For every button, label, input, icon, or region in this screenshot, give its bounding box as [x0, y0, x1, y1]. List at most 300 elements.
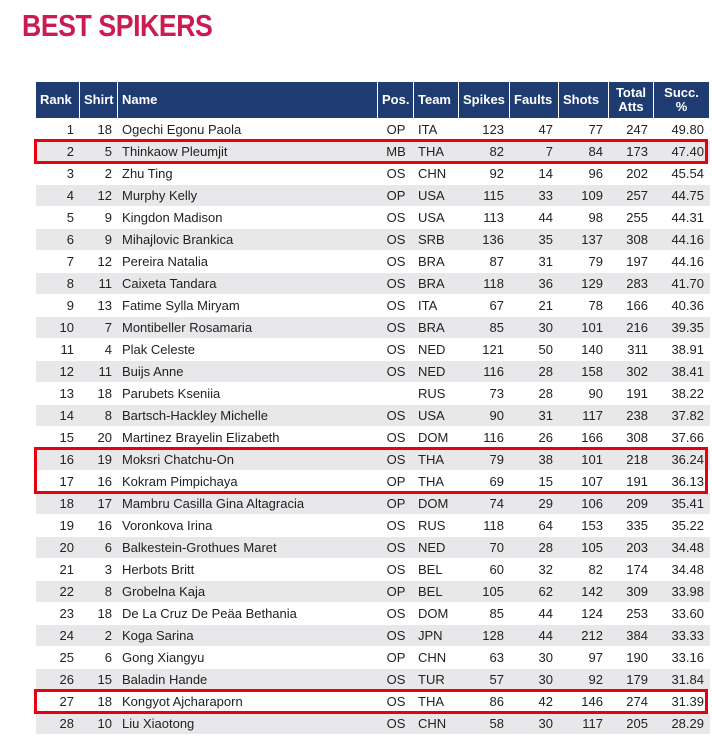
cell-spikes: 63: [459, 646, 510, 668]
cell-total-atts: 216: [609, 316, 654, 338]
cell-name: Kingdon Madison: [118, 206, 378, 228]
cell-success-percent: 36.13: [654, 470, 710, 492]
cell-position: OS: [378, 426, 414, 448]
cell-success-percent: 38.22: [654, 382, 710, 404]
succ-label: Succ.: [664, 85, 699, 100]
cell-shots: 117: [559, 712, 609, 734]
cell-success-percent: 28.29: [654, 712, 710, 734]
cell-shirt: 20: [80, 426, 118, 448]
cell-success-percent: 45.54: [654, 162, 710, 184]
cell-shirt: 18: [80, 602, 118, 624]
cell-position: OS: [378, 360, 414, 382]
cell-team: BEL: [414, 580, 459, 602]
cell-rank: 2: [36, 140, 80, 162]
cell-total-atts: 174: [609, 558, 654, 580]
page-title: BEST SPIKERS: [22, 8, 213, 43]
cell-position: OP: [378, 118, 414, 140]
cell-position: OP: [378, 580, 414, 602]
cell-faults: 64: [510, 514, 559, 536]
cell-shots: 106: [559, 492, 609, 514]
cell-faults: 14: [510, 162, 559, 184]
cell-shots: 166: [559, 426, 609, 448]
cell-name: Parubets Kseniia: [118, 382, 378, 404]
cell-shirt: 2: [80, 624, 118, 646]
cell-spikes: 87: [459, 250, 510, 272]
table-row: [36, 360, 710, 382]
cell-shots: 105: [559, 536, 609, 558]
cell-name: Ogechi Egonu Paola: [118, 118, 378, 140]
cell-name: Kongyot Ajcharaporn: [118, 690, 378, 712]
cell-shots: 84: [559, 140, 609, 162]
cell-total-atts: 274: [609, 690, 654, 712]
cell-name: Herbots Britt: [118, 558, 378, 580]
table-row: [36, 316, 710, 338]
cell-team: CHN: [414, 646, 459, 668]
cell-total-atts: 308: [609, 426, 654, 448]
cell-shots: 137: [559, 228, 609, 250]
cell-position: OS: [378, 294, 414, 316]
cell-position: OS: [378, 162, 414, 184]
cell-shirt: 19: [80, 448, 118, 470]
cell-success-percent: 38.41: [654, 360, 710, 382]
cell-success-percent: 31.39: [654, 690, 710, 712]
cell-team: ITA: [414, 294, 459, 316]
cell-faults: 28: [510, 382, 559, 404]
table-row: [36, 382, 710, 404]
cell-shirt: 7: [80, 316, 118, 338]
cell-shirt: 6: [80, 646, 118, 668]
cell-rank: 22: [36, 580, 80, 602]
cell-success-percent: 31.84: [654, 668, 710, 690]
cell-faults: 26: [510, 426, 559, 448]
cell-success-percent: 33.33: [654, 624, 710, 646]
cell-rank: 5: [36, 206, 80, 228]
cell-success-percent: 37.82: [654, 404, 710, 426]
cell-spikes: 113: [459, 206, 510, 228]
cell-spikes: 67: [459, 294, 510, 316]
col-header-shirt[interactable]: Shirt: [80, 82, 118, 118]
cell-position: OS: [378, 602, 414, 624]
cell-spikes: 136: [459, 228, 510, 250]
cell-spikes: 118: [459, 514, 510, 536]
cell-faults: 31: [510, 250, 559, 272]
cell-rank: 23: [36, 602, 80, 624]
cell-team: SRB: [414, 228, 459, 250]
cell-shirt: 8: [80, 580, 118, 602]
table-row: [36, 602, 710, 624]
cell-position: MB: [378, 140, 414, 162]
table-row: [36, 118, 710, 140]
cell-rank: 8: [36, 272, 80, 294]
cell-spikes: 92: [459, 162, 510, 184]
cell-shots: 101: [559, 316, 609, 338]
table-header-row: [36, 82, 710, 118]
table-row: [36, 712, 710, 734]
cell-total-atts: 257: [609, 184, 654, 206]
cell-shots: 146: [559, 690, 609, 712]
cell-spikes: 128: [459, 624, 510, 646]
cell-name: Mambru Casilla Gina Altagracia: [118, 492, 378, 514]
cell-faults: 30: [510, 668, 559, 690]
cell-total-atts: 166: [609, 294, 654, 316]
cell-name: Mihajlovic Brankica: [118, 228, 378, 250]
cell-shirt: 18: [80, 118, 118, 140]
cell-shots: 109: [559, 184, 609, 206]
cell-total-atts: 203: [609, 536, 654, 558]
table-row: [36, 404, 710, 426]
cell-spikes: 86: [459, 690, 510, 712]
cell-shirt: 13: [80, 294, 118, 316]
cell-team: USA: [414, 184, 459, 206]
cell-shots: 90: [559, 382, 609, 404]
cell-spikes: 121: [459, 338, 510, 360]
cell-total-atts: 191: [609, 382, 654, 404]
cell-shots: 129: [559, 272, 609, 294]
cell-shots: 96: [559, 162, 609, 184]
table-row: [36, 514, 710, 536]
cell-position: OS: [378, 206, 414, 228]
cell-success-percent: 35.22: [654, 514, 710, 536]
cell-name: Kokram Pimpichaya: [118, 470, 378, 492]
table-row: [36, 624, 710, 646]
table-row: [36, 426, 710, 448]
col-header-name[interactable]: Name: [118, 82, 378, 118]
cell-name: Baladin Hande: [118, 668, 378, 690]
cell-rank: 7: [36, 250, 80, 272]
cell-faults: 44: [510, 602, 559, 624]
table-row: [36, 580, 710, 602]
cell-shirt: 12: [80, 250, 118, 272]
cell-shirt: 8: [80, 404, 118, 426]
cell-spikes: 79: [459, 448, 510, 470]
cell-rank: 20: [36, 536, 80, 558]
cell-success-percent: 44.16: [654, 250, 710, 272]
cell-shots: 78: [559, 294, 609, 316]
cell-faults: 33: [510, 184, 559, 206]
cell-spikes: 82: [459, 140, 510, 162]
cell-total-atts: 179: [609, 668, 654, 690]
table-row: [36, 294, 710, 316]
cell-faults: 30: [510, 712, 559, 734]
cell-total-atts: 309: [609, 580, 654, 602]
cell-team: DOM: [414, 602, 459, 624]
atts-label: Atts: [618, 99, 644, 114]
cell-rank: 26: [36, 668, 80, 690]
cell-spikes: 58: [459, 712, 510, 734]
cell-faults: 35: [510, 228, 559, 250]
table-row: [36, 690, 710, 712]
col-header-shots[interactable]: Shots: [559, 82, 609, 118]
cell-success-percent: 44.31: [654, 206, 710, 228]
cell-total-atts: 197: [609, 250, 654, 272]
cell-team: NED: [414, 360, 459, 382]
cell-team: DOM: [414, 426, 459, 448]
cell-team: BRA: [414, 272, 459, 294]
cell-success-percent: 39.35: [654, 316, 710, 338]
cell-success-percent: 44.75: [654, 184, 710, 206]
cell-position: OS: [378, 404, 414, 426]
table-row: [36, 448, 710, 470]
cell-team: BEL: [414, 558, 459, 580]
cell-shirt: 2: [80, 162, 118, 184]
cell-position: OS: [378, 558, 414, 580]
cell-name: Grobelna Kaja: [118, 580, 378, 602]
cell-total-atts: 335: [609, 514, 654, 536]
cell-team: CHN: [414, 162, 459, 184]
cell-rank: 11: [36, 338, 80, 360]
cell-position: OS: [378, 712, 414, 734]
cell-position: OS: [378, 228, 414, 250]
cell-position: OP: [378, 492, 414, 514]
cell-spikes: 105: [459, 580, 510, 602]
cell-team: RUS: [414, 514, 459, 536]
cell-name: Buijs Anne: [118, 360, 378, 382]
cell-rank: 24: [36, 624, 80, 646]
cell-team: BRA: [414, 250, 459, 272]
col-header-faults[interactable]: Faults: [510, 82, 559, 118]
cell-shots: 82: [559, 558, 609, 580]
cell-faults: 31: [510, 404, 559, 426]
total-label: Total: [615, 85, 647, 100]
cell-shirt: 11: [80, 360, 118, 382]
cell-success-percent: 36.24: [654, 448, 710, 470]
cell-name: Moksri Chatchu-On: [118, 448, 378, 470]
cell-shirt: 9: [80, 206, 118, 228]
cell-shirt: 17: [80, 492, 118, 514]
cell-success-percent: 40.36: [654, 294, 710, 316]
cell-position: OP: [378, 184, 414, 206]
cell-faults: 50: [510, 338, 559, 360]
cell-rank: 16: [36, 448, 80, 470]
best-spikers-table: [36, 82, 710, 734]
cell-total-atts: 302: [609, 360, 654, 382]
col-header-rank[interactable]: Rank: [36, 82, 80, 118]
cell-rank: 19: [36, 514, 80, 536]
cell-total-atts: 202: [609, 162, 654, 184]
cell-spikes: 85: [459, 602, 510, 624]
cell-name: Gong Xiangyu: [118, 646, 378, 668]
cell-position: OS: [378, 448, 414, 470]
cell-rank: 1: [36, 118, 80, 140]
cell-faults: 62: [510, 580, 559, 602]
cell-shirt: 18: [80, 382, 118, 404]
cell-spikes: 70: [459, 536, 510, 558]
cell-team: NED: [414, 536, 459, 558]
col-header-spikes[interactable]: Spikes: [459, 82, 510, 118]
cell-spikes: 57: [459, 668, 510, 690]
cell-spikes: 90: [459, 404, 510, 426]
cell-shots: 77: [559, 118, 609, 140]
cell-team: BRA: [414, 316, 459, 338]
cell-position: OP: [378, 646, 414, 668]
table-row: [36, 228, 710, 250]
table-row: [36, 272, 710, 294]
cell-rank: 28: [36, 712, 80, 734]
cell-shirt: 11: [80, 272, 118, 294]
cell-faults: 42: [510, 690, 559, 712]
cell-team: DOM: [414, 492, 459, 514]
cell-shots: 92: [559, 668, 609, 690]
cell-total-atts: 255: [609, 206, 654, 228]
cell-shirt: 12: [80, 184, 118, 206]
cell-success-percent: 38.91: [654, 338, 710, 360]
table-row: [36, 470, 710, 492]
cell-shirt: 4: [80, 338, 118, 360]
cell-total-atts: 253: [609, 602, 654, 624]
cell-name: De La Cruz De Peäa Bethania: [118, 602, 378, 624]
cell-success-percent: 33.98: [654, 580, 710, 602]
cell-rank: 18: [36, 492, 80, 514]
cell-rank: 10: [36, 316, 80, 338]
table-row: [36, 206, 710, 228]
table-row: [36, 140, 710, 162]
cell-name: Bartsch-Hackley Michelle: [118, 404, 378, 426]
table-row: [36, 536, 710, 558]
table-row: [36, 184, 710, 206]
cell-faults: 44: [510, 206, 559, 228]
cell-total-atts: 308: [609, 228, 654, 250]
col-header-success[interactable]: [654, 82, 710, 118]
cell-shots: 107: [559, 470, 609, 492]
cell-name: Caixeta Tandara: [118, 272, 378, 294]
cell-success-percent: 44.16: [654, 228, 710, 250]
cell-faults: 32: [510, 558, 559, 580]
cell-success-percent: 37.66: [654, 426, 710, 448]
cell-success-percent: 49.80: [654, 118, 710, 140]
cell-position: OS: [378, 272, 414, 294]
cell-shirt: 16: [80, 514, 118, 536]
cell-name: Thinkaow Pleumjit: [118, 140, 378, 162]
cell-team: THA: [414, 690, 459, 712]
cell-shirt: 9: [80, 228, 118, 250]
cell-faults: 30: [510, 316, 559, 338]
cell-position: OS: [378, 690, 414, 712]
cell-rank: 6: [36, 228, 80, 250]
cell-shots: 158: [559, 360, 609, 382]
cell-spikes: 116: [459, 426, 510, 448]
cell-success-percent: 34.48: [654, 536, 710, 558]
cell-position: OS: [378, 624, 414, 646]
cell-team: ITA: [414, 118, 459, 140]
cell-faults: 15: [510, 470, 559, 492]
cell-team: THA: [414, 470, 459, 492]
cell-name: Liu Xiaotong: [118, 712, 378, 734]
cell-total-atts: 205: [609, 712, 654, 734]
cell-rank: 17: [36, 470, 80, 492]
cell-position: OS: [378, 514, 414, 536]
cell-success-percent: 33.60: [654, 602, 710, 624]
cell-success-percent: 35.41: [654, 492, 710, 514]
cell-shirt: 6: [80, 536, 118, 558]
cell-faults: 28: [510, 536, 559, 558]
cell-total-atts: 209: [609, 492, 654, 514]
cell-rank: 9: [36, 294, 80, 316]
cell-rank: 13: [36, 382, 80, 404]
cell-faults: 47: [510, 118, 559, 140]
table-row: [36, 162, 710, 184]
cell-rank: 21: [36, 558, 80, 580]
cell-name: Voronkova Irina: [118, 514, 378, 536]
cell-rank: 15: [36, 426, 80, 448]
cell-total-atts: 384: [609, 624, 654, 646]
cell-team: THA: [414, 448, 459, 470]
cell-position: OS: [378, 536, 414, 558]
cell-faults: 38: [510, 448, 559, 470]
cell-team: TUR: [414, 668, 459, 690]
cell-spikes: 85: [459, 316, 510, 338]
cell-spikes: 116: [459, 360, 510, 382]
cell-rank: 14: [36, 404, 80, 426]
cell-name: Murphy Kelly: [118, 184, 378, 206]
percent-label: %: [675, 99, 688, 114]
table-row: [36, 558, 710, 580]
table-row: [36, 646, 710, 668]
cell-total-atts: 190: [609, 646, 654, 668]
cell-faults: 30: [510, 646, 559, 668]
cell-rank: 12: [36, 360, 80, 382]
cell-shirt: 5: [80, 140, 118, 162]
cell-shots: 140: [559, 338, 609, 360]
cell-name: Balkestein-Grothues Maret: [118, 536, 378, 558]
cell-faults: 28: [510, 360, 559, 382]
cell-shots: 97: [559, 646, 609, 668]
cell-shots: 117: [559, 404, 609, 426]
cell-shots: 142: [559, 580, 609, 602]
table-body: [36, 118, 710, 734]
table-row: [36, 338, 710, 360]
cell-spikes: 115: [459, 184, 510, 206]
cell-faults: 36: [510, 272, 559, 294]
cell-rank: 25: [36, 646, 80, 668]
cell-rank: 27: [36, 690, 80, 712]
cell-spikes: 118: [459, 272, 510, 294]
cell-team: CHN: [414, 712, 459, 734]
cell-shots: 212: [559, 624, 609, 646]
cell-rank: 4: [36, 184, 80, 206]
cell-success-percent: 47.40: [654, 140, 710, 162]
cell-team: USA: [414, 206, 459, 228]
cell-position: [378, 382, 414, 404]
cell-shots: 79: [559, 250, 609, 272]
cell-total-atts: 311: [609, 338, 654, 360]
col-header-team[interactable]: Team: [414, 82, 459, 118]
table-row: [36, 492, 710, 514]
cell-spikes: 73: [459, 382, 510, 404]
cell-name: Martinez Brayelin Elizabeth: [118, 426, 378, 448]
cell-faults: 21: [510, 294, 559, 316]
col-header-pos[interactable]: Pos.: [378, 82, 414, 118]
cell-faults: 29: [510, 492, 559, 514]
cell-position: OS: [378, 338, 414, 360]
cell-shirt: 18: [80, 690, 118, 712]
cell-shirt: 16: [80, 470, 118, 492]
cell-faults: 7: [510, 140, 559, 162]
cell-team: NED: [414, 338, 459, 360]
cell-team: THA: [414, 140, 459, 162]
cell-shots: 98: [559, 206, 609, 228]
cell-name: Fatime Sylla Miryam: [118, 294, 378, 316]
cell-success-percent: 33.16: [654, 646, 710, 668]
cell-position: OS: [378, 668, 414, 690]
cell-name: Zhu Ting: [118, 162, 378, 184]
cell-spikes: 74: [459, 492, 510, 514]
cell-total-atts: 218: [609, 448, 654, 470]
cell-spikes: 60: [459, 558, 510, 580]
col-header-total-atts[interactable]: [609, 82, 654, 118]
cell-name: Plak Celeste: [118, 338, 378, 360]
cell-position: OP: [378, 470, 414, 492]
cell-shots: 101: [559, 448, 609, 470]
